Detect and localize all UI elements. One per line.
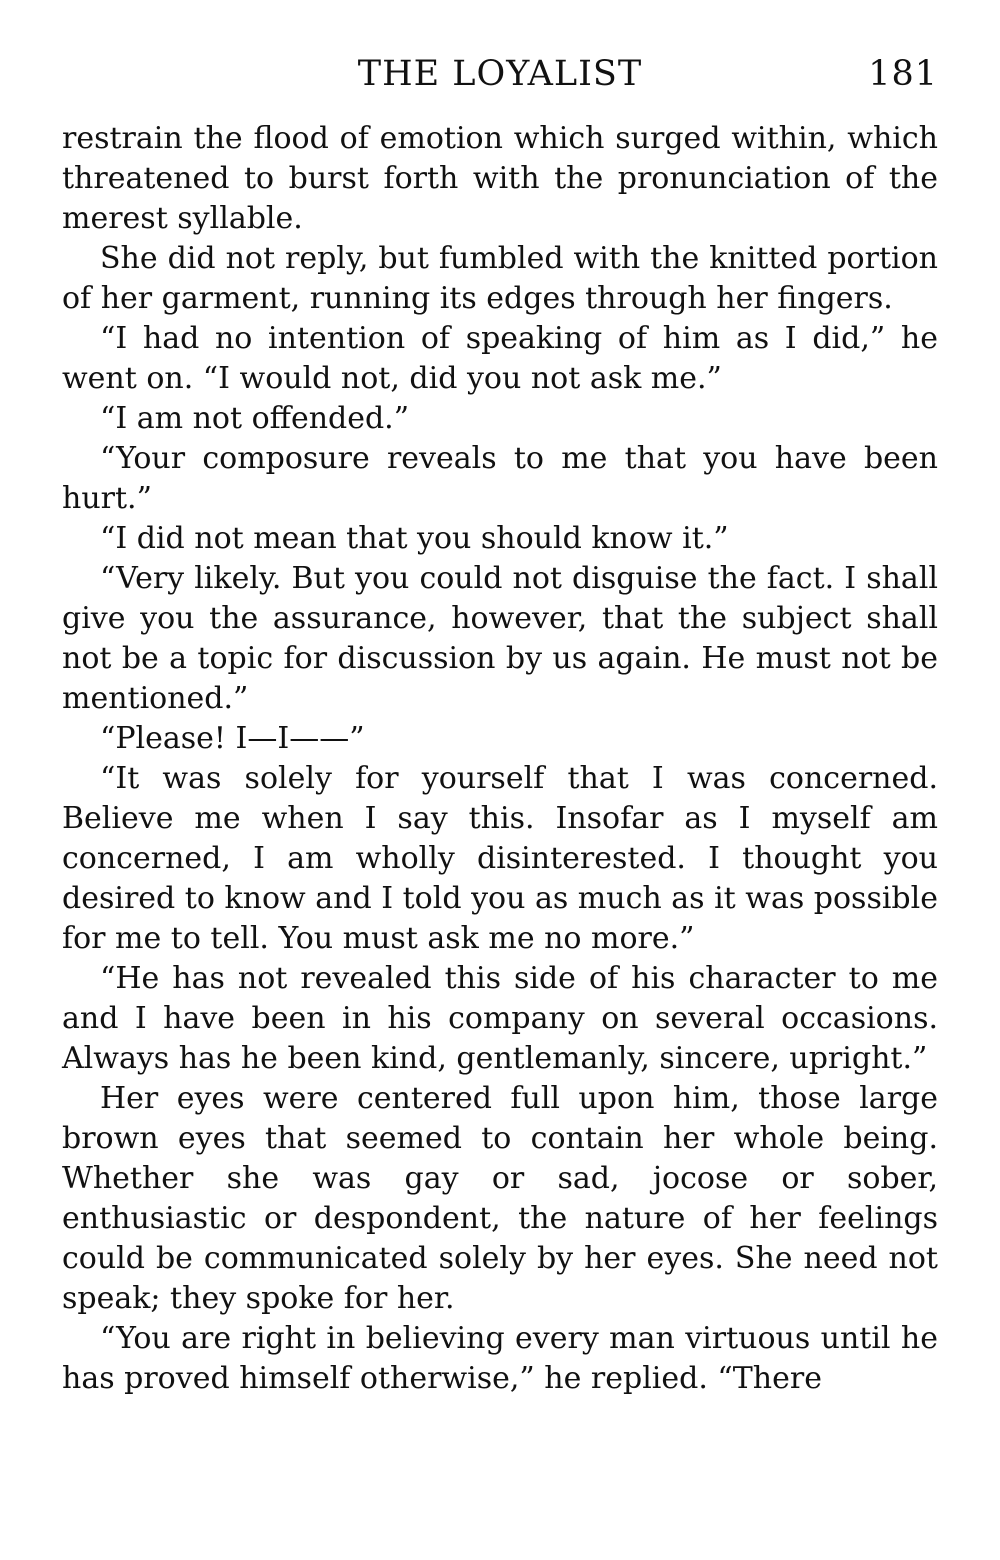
paragraph: restrain the flood of emotion which surged within, which threatened to burst forth with the pronunciation of the merest syllable.: [62, 121, 938, 236]
paragraph: Her eyes were centered full upon him, those large brown eyes that seemed to contain her whole being. Whether she was gay or sad, jocose or sober, enthusiastic or despondent, the nature of her feelings could be communicated solely by her eyes. She need not speak; they spoke for her.: [62, 1081, 938, 1316]
paragraph: “I did not mean that you should know it.”: [100, 521, 729, 556]
paragraph: “It was solely for yourself that I was concerned. Believe me when I say this. Insofar as I myself am concerned, I am wholly disinterested. I thought you desired to know and I told you as much as it was possible for me to tell. You must ask me no more.”: [62, 761, 938, 956]
paragraph: “He has not revealed this side of his character to me and I have been in his company on several occasions. Always has he been kind, gentlemanly, sincere, upright.”: [62, 961, 938, 1076]
paragraph: She did not reply, but fumbled with the knitted portion of her garment, running its edges through her fingers.: [62, 241, 938, 316]
paragraph: “I am not offended.”: [100, 401, 410, 436]
paragraph: “I had no intention of speaking of him as I did,” he went on. “I would not, did you not ask me.”: [62, 321, 938, 396]
paragraph: “Please! I—I——”: [100, 721, 365, 756]
paragraph: “You are right in believing every man virtuous until he has proved himself otherwise,” he replied. “There: [62, 1321, 938, 1396]
page-number: 181: [868, 54, 938, 94]
paragraph: “Your composure reveals to me that you have been hurt.”: [62, 441, 938, 516]
page-body-text: [62, 119, 938, 1399]
page-header: [0, 52, 1000, 96]
paragraph: “Very likely. But you could not disguise the fact. I shall give you the assurance, however, that the subject shall not be a topic for discussion by us again. He must not be mentioned.”: [62, 561, 938, 716]
running-title: THE LOYALIST: [357, 54, 643, 94]
